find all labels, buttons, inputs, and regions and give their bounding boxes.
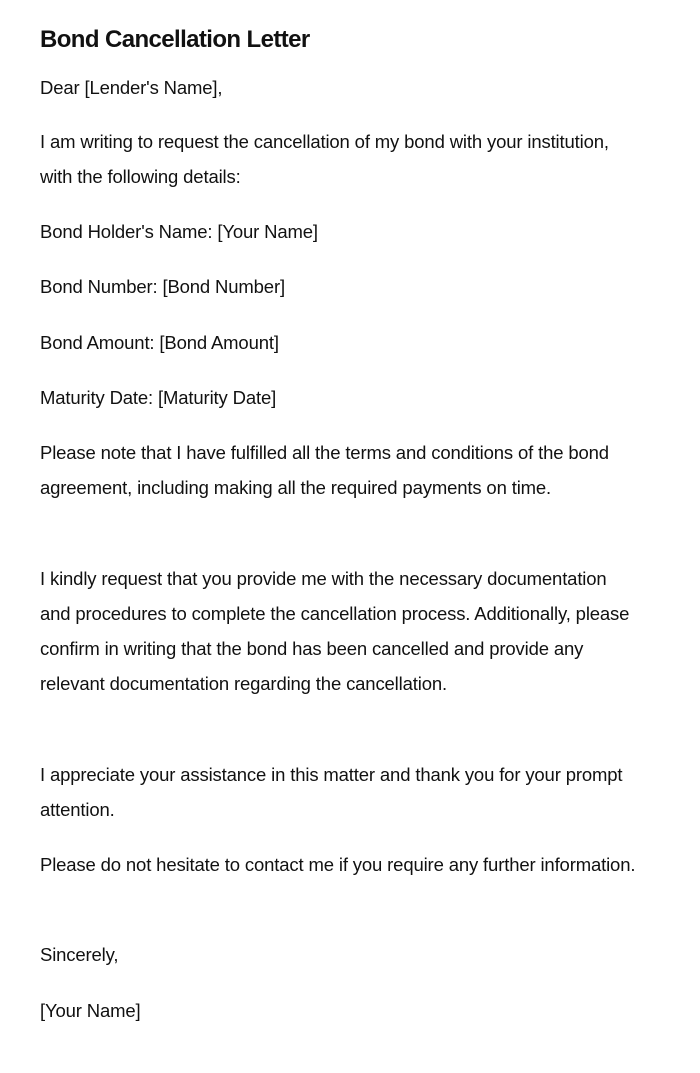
signature-name: [Your Name] <box>40 1000 141 1021</box>
closing: Sincerely, <box>40 944 119 965</box>
detail-bond-holder-name: Bond Holder's Name: [Your Name] <box>40 221 318 242</box>
fulfilment-paragraph: Please note that I have fulfilled all the terms and conditions of the bond agreement, including making all the required payments on time. <box>40 442 609 498</box>
document-title: Bond Cancellation Letter <box>40 26 310 53</box>
request-paragraph: I kindly request that you provide me with the necessary documentation and procedures to complete the cancellation process. Additionally, please confirm in writing that the bond has been cancelled and provide any relevant documentation regarding the cancellation. <box>40 568 630 694</box>
intro-paragraph: I am writing to request the cancellation of my bond with your institution, with the following details: <box>40 131 609 187</box>
salutation: Dear [Lender's Name], <box>40 77 223 98</box>
contact-paragraph: Please do not hesitate to contact me if you require any further information. <box>40 854 636 875</box>
detail-maturity-date: Maturity Date: [Maturity Date] <box>40 387 277 408</box>
appreciation-paragraph: I appreciate your assistance in this matter and thank you for your prompt attention. <box>40 764 623 820</box>
detail-bond-amount: Bond Amount: [Bond Amount] <box>40 332 279 353</box>
detail-bond-number: Bond Number: [Bond Number] <box>40 276 285 297</box>
